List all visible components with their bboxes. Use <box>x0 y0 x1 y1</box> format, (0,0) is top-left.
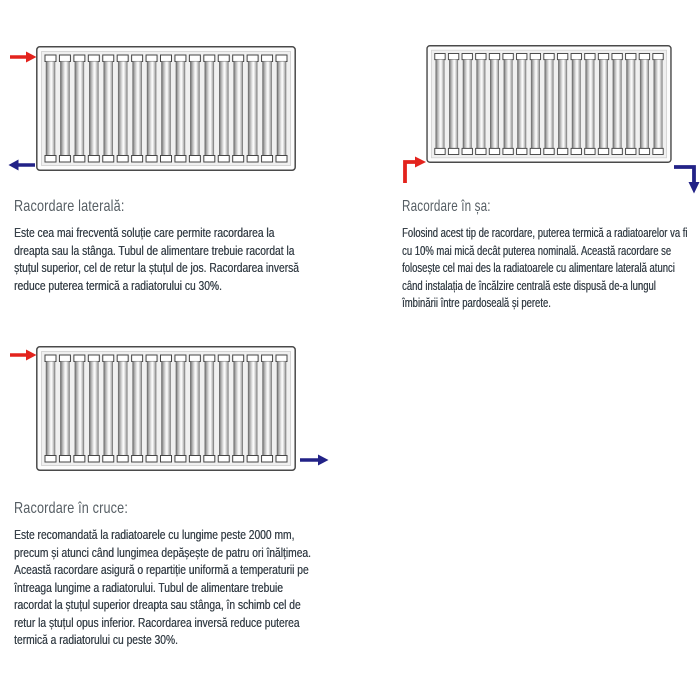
radiator-fins <box>45 55 287 162</box>
return-arrow-icon <box>8 159 36 171</box>
section-heading-laterala: Racordare laterală: <box>14 198 125 215</box>
radiator-illustration-laterala <box>36 46 296 171</box>
radiator-illustration-in-sa <box>425 45 673 163</box>
section-body-laterala: Este cea mai frecventă soluție care permite racordarea la dreapta sau la stânga. Tubul de alimentare trebuie racordat la ștuțul superior, cel de retur la ștuțul de jos. Racordarea inversă reduce puterea termică a radiatorului cu 30%. <box>14 225 299 293</box>
radiator-fins <box>45 355 287 462</box>
supply-arrow-icon <box>9 349 37 361</box>
return-arrow-right-down-icon <box>673 162 700 196</box>
supply-arrow-icon <box>9 51 37 63</box>
section-body-in-cruce: Este recomandată la radiatoarele cu lungime peste 2000 mm, precum și atunci când lungimea depășește de patru ori înălțimea. Această racordare asigură o repartiție uniformă a temperaturii pe întreaga lungime a radiatorului. Tubul de alimentare trebuie racordat la ștuțul superior dreapta sau stânga, în schimb cel de retur la ștuțul opus inferior. Racordarea inversă reduce puterea termică a radiatorului cu peste 30%. <box>14 527 311 647</box>
section-in-sa <box>402 198 694 312</box>
supply-arrow-up-right-icon <box>400 153 428 185</box>
section-body-in-sa: Folosind acest tip de racordare, puterea termică a radiatoarelor va fi cu 10% mai mică decât puterea nominală. Această racordare se folosește cel mai des la radiatoarele cu alimentare laterală atunci când instalația de încălzire centrală este dispusă de-a lungul îmbinării între pardoseală și perete. <box>402 225 688 310</box>
radiator-illustration-in-cruce <box>36 346 296 471</box>
section-heading-in-cruce: Racordare în cruce: <box>14 500 129 517</box>
return-arrow-icon <box>299 454 329 466</box>
radiator-fins <box>435 53 663 154</box>
section-laterala <box>14 198 310 294</box>
section-in-cruce <box>14 500 313 649</box>
section-heading-in-sa: Racordare în șa: <box>402 198 491 215</box>
